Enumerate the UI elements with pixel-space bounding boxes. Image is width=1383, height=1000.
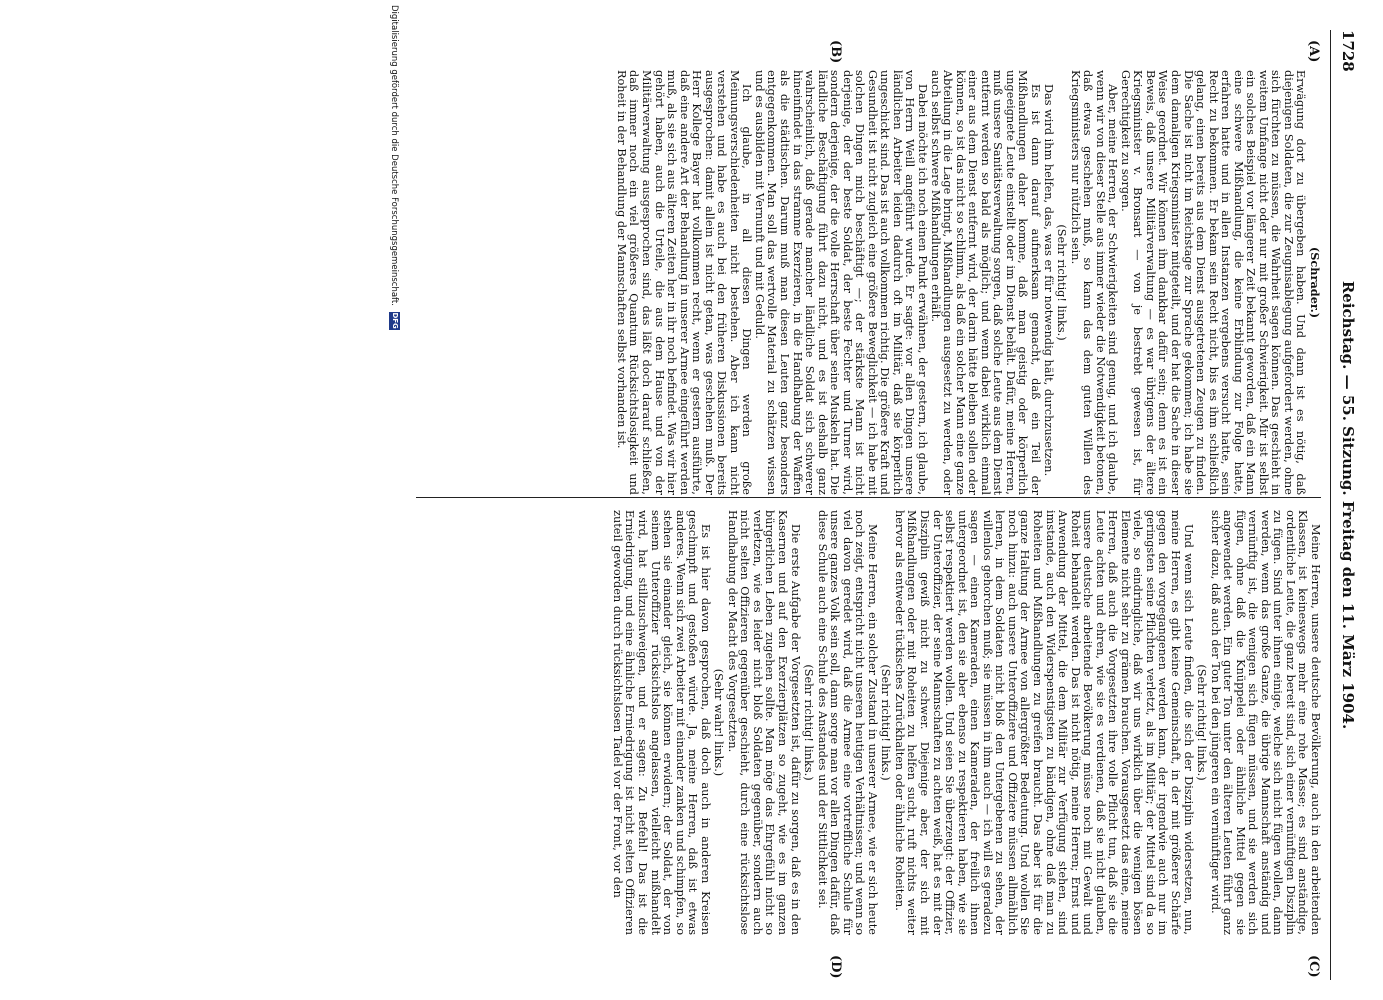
margin-marker-a: (A) xyxy=(1306,40,1321,63)
right-column xyxy=(610,510,1321,935)
paragraph: Erwägung dort zu übergeben haben. Und dann ist es nötig, daß diejenigen Soldaten, die zur Zeugnisablegung aufgefordert werden, ohne sich fürchten zu müssen, die Wahrheit sagen können. Das geschieht in weitem Umfange nicht oder nur mit großer Schwierigkeit. Mir ist selbst ein solches Beispiel vor längerer Zeit bekannt geworden, daß ein Mann eine schwere Mißhandlung, die keine Erblindung zur Folge hatte, erfahren hatte und in allen Instanzen vergebens versucht hatte, sein Recht zu bekommen. Er bekam sein Recht nicht, bis es ihm schließlich gelang, einen bereits aus dem Dienst ausgetretenen Zeugen zu finden. Die Sache ist nicht im Reichstage zur Sprache gekommen; ich habe sie dem damaligen Kriegsminister mitgeteilt, und der hat die Sache in dieser Weise geordnet. Wir können ihm dankbar dafür sein; denn es ist ein Beweis, daß unsere Militärverwaltung — es war übrigens der ältere Kriegsminister v. Bronsart — von je bestrebt gewesen ist, für Gerechtigkeit zu sorgen. xyxy=(1118,70,1308,495)
margin-marker-d: (D) xyxy=(828,955,843,979)
paragraph: Aber, meine Herren, der Schwierigkeiten sind genug, und ich glaube, wenn wir von dieser Stelle aus immer wieder die Notwendigkeit betonen, daß etwas geschehen muß, so kann das dem guten Willen des Kriegsministers nur nützlich sein. xyxy=(1068,70,1120,495)
digitization-footer xyxy=(389,5,400,330)
interjection: (Sehr richtig! links.) xyxy=(1055,224,1069,341)
footer-text: Digitalisierung gefördert durch die Deutsche Forschungsgemeinschaft. xyxy=(389,5,399,306)
paragraph: Es ist hier davon gesprochen, daß doch auch in anderen Kreisen geschimpft und gestoßen würde. Ja, meine Herren, daß ist etwas anderes. Wenn sich zwei Arbeiter mit einander zanken und schimpfen, so stehen sie einander gleich, sie können erwidern; der Soldat, der von seinem Unteroffizier rücksichtslos angelassen, vielleicht mißhandelt wird, hat stillzuschweigen, und er sagen: Zu Befehl! Das ist die Erniedrigung, und eine ähnliche Erniedrigung ist nicht selten Offizieren zuteil geworden durch rücksichtslosen Tadel vor der Front, vor den xyxy=(610,510,712,935)
paragraph: Und wenn sich Leute finden, die sich der Disziplin widersetzen, nun, meine Herren, es gibt keine Gemeinschaft, in der mit größerer Schärfe gegen den vorgegangenen werden kann, der irgendwie auch nur im geringsten seine Pflichten verletzt, als im Militär; der Mittel sind da so viele, so eindringliche, daß wir uns wirklich über die wenigen bösen Elemente nicht sehr zu grämen brauchen. Vorausgesetzt das eine, meine Herren, daß auch die Vorgesetzten ihre volle Pflicht tun, daß sie die Leute achten und ehren, wie sie es verdienen, daß sie nicht glauben, unsere deutsche arbeitende Bevölkerung müsse noch mit Gewalt und Roheit behandelt werden. Das ist nicht nötig, meine Herren; Ernst und Anwendung der Mittel, die dem Militär zur Verfügung stehen, sind imstande, auch den Widerspenstigsten zu bändigen, ohne daß man zu Roheiten und Mißhandlungen zu greifen braucht. Das aber ist für die ganze Haltung der Armee von allergrößter Bedeutung. Und wollen Sie noch hinzu: auch unsere Unteroffiziere und Offiziere müssen allmählich lernen, in dem Soldaten nicht bloß den Untergebenen zu sehen, der willenlos gehorchen muß; sie müssen in ihm auch — ich will es geradezu sagen — einen Kameraden, einen Kameraden, der freilich ihnen untergeordnet ist, den sie aber ebenso zu respektieren haben, wie sie selbst respektiert werden wollen. Und seien Sie überzeugt: der Offizier, der Unteroffizier, der seine Mannschaften zu achten weiß, hat es mit der Disziplin gewiß nicht zu schwer. Diejenige aber, der sich mit Mißhandlungen oder mit Roheiten zu helfen sucht, ruft nichts weiter hervor als entweder tückisches Zurückhalten oder ähnliche Roheiten. xyxy=(892,510,1195,935)
paragraph: Dabei möchte ich noch einen Punkt erwähnen, der gestern, ich glaube, von Herrn Weill angeführt wurde. Er sagte: vor allen Dingen unsere ländlichen Arbeiter leiden dadurch oft im Militär, daß sie körperlich ungeschickt sind. Das ist auch vollkommen richtig. Die größere Kraft und Gesundheit ist nicht zugleich eine größere Beweglichkeit — ich habe mit solchen Dingen mich beschäftigt —; der stärkste Mann ist nicht derjenige, der der beste Soldat, der beste Fechter und Turner wird, sondern derjenige, der die volle Herrschaft über seine Muskeln hat. Die ländliche Beschäftigung führt dazu nicht, und es ist deshalb ganz wahrscheinlich, daß gerade mancher ländliche Soldat sich schwerer hineinfindet in das stramme Exerzieren, in die Handhabung der Waffen als die städtischen. Darum muß man diesen Leuten ganz besonders entgegenkommen. Man soll das wertvolle Material zu schätzen wissen und es ausbilden mit Vernunft und mit Geduld. xyxy=(752,70,930,495)
paragraph: Das wird ihm helfen, das, was er für notwendig hält, durchzusetzen. xyxy=(1041,84,1055,477)
paragraph: Es ist dann darauf aufmerksam gemacht, daß ein Teil der Mißhandlungen daher komme, daß man geistig oder körperlich ungeeignete Leute einstellt oder im Dienst behält. Dafür, meine Herren, muß unsere Sanitätsverwaltung sorgen, daß solche Leute aus dem Dienst entfernt werden so bald als möglich; und wenn dabei wirklich einmal einer aus dem Dienst entfernt wird, der darin hätte bleiben sollen oder können, so ist das nicht so schlimm, als daß ein solcher Mann eine ganze Abteilung in die Lage bringt, Mißhandlungen ausgesetzt zu werden, oder auch selbst schwere Mißhandlungen erhält. xyxy=(928,70,1042,495)
interjection: (Sehr richtig! links.) xyxy=(879,664,893,781)
margin-marker-b: (B) xyxy=(828,40,843,64)
header-rule xyxy=(1330,30,1331,980)
paragraph: Meine Herren, unsere deutsche Bevölkerung, auch in den arbeitenden Klassen, ist keineswegs mehr eine rohe Masse; es sind anständige, ordentliche Leute, die ganz bereit sind, sich einer vernünftigen Disziplin zu fügen. Sind unter ihnen einige, welche sich nicht fügen wollen, dann werden, wenn das große Ganze, die übrige Mannschaft anständig und vernünftig ist, die wenigen sich fügen müssen, und sie werden sich fügen, ohne daß die Knüppelei oder ähnliche Mittel gegen sie angewendet werden. Ein guter Ton unter den älteren Leuten führt ganz sicher dazu, daß auch der Ton bei den jüngeren ein vernünftiger wird. xyxy=(1208,510,1322,935)
interjection: (Sehr richtig! links.) xyxy=(802,664,816,781)
paragraph: Ich glaube, in all diesen Dingen werden große Meinungsverschiedenheiten nicht bestehen. Aber ich kann nicht verstehen und habe es auch bei den früheren Diskussionen bereits ausgesprochen: damit allein ist nicht getan, was geschehen muß. Der Herr Kollege Bayer hat vollkommen recht, wenn er gestern ausführte, daß eine andere Art der Behandlung in unserer Armee eingeführt werden muß, als sie sich aus älteren Zeiten her in ihr noch befindet. Was wir hier gehört haben, auch die Urteile, die aus dem Hause und von der Militärverwaltung ausgesprochen sind, das läßt doch darauf schließen, daß immer noch ein viel größeres Quantum Rücksichtslosigkeit und Roheit in der Behandlung der Mannschaften selbst vorhanden ist. xyxy=(614,70,754,495)
page-number: 1728 xyxy=(1339,30,1357,72)
interjection: (Sehr richtig! links.) xyxy=(1195,664,1209,781)
margin-marker-c: (C) xyxy=(1306,955,1321,978)
speaker-name: (Schrader.) xyxy=(1308,246,1322,319)
paragraph: Meine Herren, ein solcher Zustand in unserer Armee, wie er sich heute noch zeigt, entspricht nicht unseren heutigen Verhältnissen; und wenn so viel davon geredet wird, daß die Armee eine vortreffliche Schule für unsere ganzes Volk sein soll, dann sorge man vor allen Dingen dafür, daß diese Schule auch eine Schule des Anstandes und der Sittlichkeit sei. xyxy=(815,510,879,935)
left-column xyxy=(614,70,1321,495)
column-divider xyxy=(416,497,1321,498)
interjection: (Sehr wahr! links.) xyxy=(712,668,726,777)
page-title: Reichstag. — 55. Sitzung. Freitag den 11. März 1904. xyxy=(1339,280,1357,730)
dfg-logo-icon: DFG xyxy=(391,312,399,329)
paragraph: Die erste Aufgabe der Vorgesetzten ist, dafür zu sorgen, daß es in den Kasernen und auf den Exerzierplätzen so zugeht, wie es im ganzen bürgerlichen Leben zugehen sollte. Man möge das Ehrgefühl nicht so verletzen, wie es leider nicht bloß Soldaten gegenüber, sondern auch nicht selten Offizieren gegenüber geschieht, durch eine rücksichtslose Handhabung der Macht des Vorgesetzten. xyxy=(725,510,802,935)
page-header xyxy=(1331,30,1357,980)
